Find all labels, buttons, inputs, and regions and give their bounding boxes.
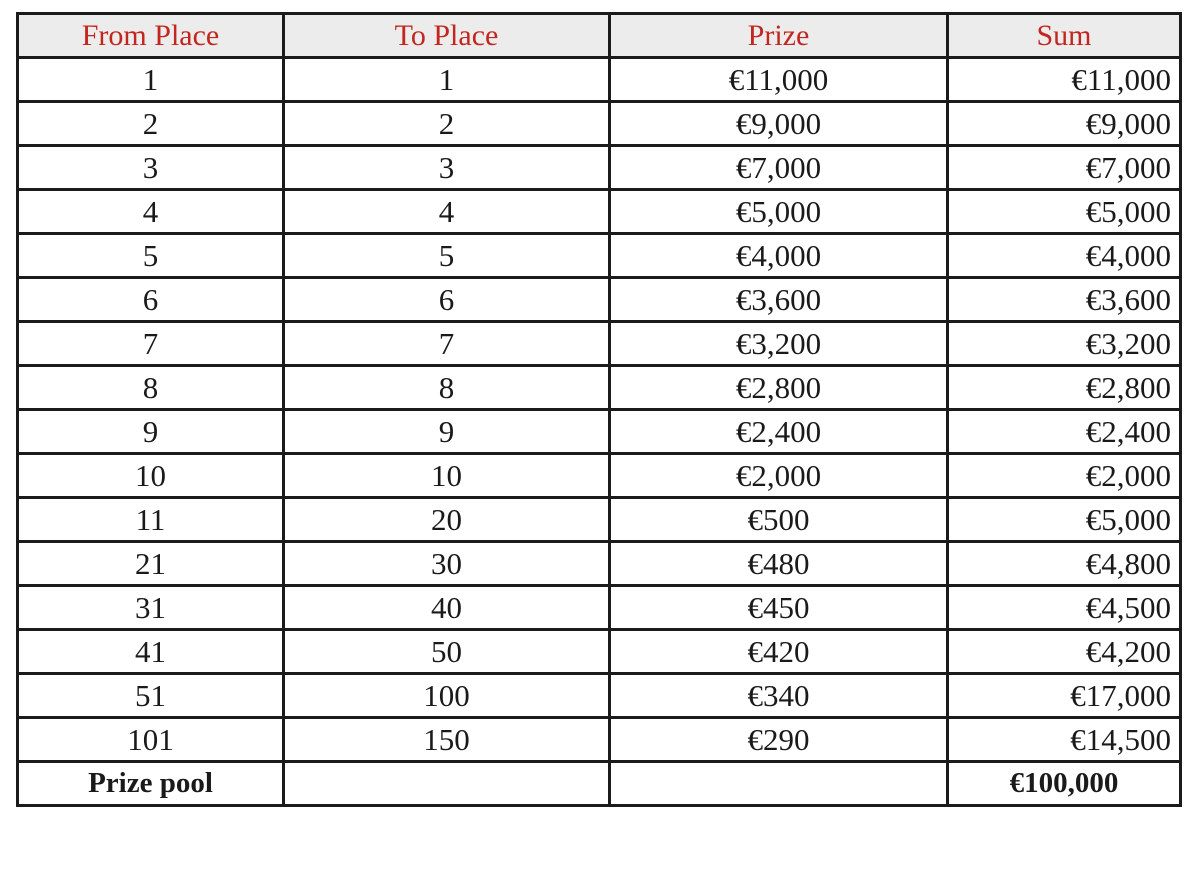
table-row [18,190,1181,234]
table-row [18,454,1181,498]
cell-sum: €5,000 [948,190,1181,234]
cell-prize: €3,600 [610,278,948,322]
cell-prize: €9,000 [610,102,948,146]
cell-prize: €4,000 [610,234,948,278]
table-row [18,674,1181,718]
prize-table [16,12,1182,807]
footer-label: Prize pool [18,762,284,806]
table-row [18,630,1181,674]
cell-sum: €4,800 [948,542,1181,586]
cell-prize: €2,800 [610,366,948,410]
cell-sum: €4,000 [948,234,1181,278]
table-row [18,58,1181,102]
table-row [18,234,1181,278]
cell-prize: €480 [610,542,948,586]
table-row [18,366,1181,410]
cell-to: 3 [284,146,610,190]
cell-to: 20 [284,498,610,542]
cell-prize: €450 [610,586,948,630]
cell-from: 8 [18,366,284,410]
footer-empty-to [284,762,610,806]
cell-prize: €11,000 [610,58,948,102]
cell-to: 2 [284,102,610,146]
cell-from: 3 [18,146,284,190]
cell-sum: €7,000 [948,146,1181,190]
cell-sum: €5,000 [948,498,1181,542]
cell-from: 4 [18,190,284,234]
cell-to: 50 [284,630,610,674]
cell-from: 6 [18,278,284,322]
cell-to: 9 [284,410,610,454]
cell-sum: €17,000 [948,674,1181,718]
cell-prize: €2,400 [610,410,948,454]
cell-sum: €4,200 [948,630,1181,674]
cell-prize: €500 [610,498,948,542]
cell-to: 30 [284,542,610,586]
cell-from: 31 [18,586,284,630]
cell-from: 10 [18,454,284,498]
table-row [18,542,1181,586]
cell-sum: €4,500 [948,586,1181,630]
cell-to: 10 [284,454,610,498]
cell-to: 8 [284,366,610,410]
column-header-prize: Prize [610,14,948,58]
footer-empty-prize [610,762,948,806]
cell-to: 100 [284,674,610,718]
cell-prize: €7,000 [610,146,948,190]
footer-row [18,762,1181,806]
cell-sum: €9,000 [948,102,1181,146]
table-body [18,58,1181,806]
cell-from: 11 [18,498,284,542]
cell-to: 5 [284,234,610,278]
cell-from: 21 [18,542,284,586]
cell-to: 4 [284,190,610,234]
table-row [18,410,1181,454]
cell-to: 40 [284,586,610,630]
table-row [18,102,1181,146]
table-row [18,146,1181,190]
cell-to: 150 [284,718,610,762]
cell-prize: €3,200 [610,322,948,366]
cell-sum: €14,500 [948,718,1181,762]
table-header [18,14,1181,58]
cell-from: 51 [18,674,284,718]
column-header-from-place: From Place [18,14,284,58]
column-header-sum: Sum [948,14,1181,58]
table-row [18,586,1181,630]
cell-prize: €420 [610,630,948,674]
cell-sum: €11,000 [948,58,1181,102]
cell-sum: €2,000 [948,454,1181,498]
cell-prize: €340 [610,674,948,718]
cell-from: 7 [18,322,284,366]
table-row [18,718,1181,762]
cell-prize: €290 [610,718,948,762]
cell-to: 6 [284,278,610,322]
cell-sum: €3,200 [948,322,1181,366]
cell-prize: €2,000 [610,454,948,498]
table-row [18,278,1181,322]
cell-sum: €3,600 [948,278,1181,322]
cell-from: 41 [18,630,284,674]
cell-from: 5 [18,234,284,278]
cell-from: 101 [18,718,284,762]
cell-sum: €2,800 [948,366,1181,410]
cell-to: 7 [284,322,610,366]
cell-to: 1 [284,58,610,102]
header-row [18,14,1181,58]
cell-from: 2 [18,102,284,146]
cell-sum: €2,400 [948,410,1181,454]
cell-from: 1 [18,58,284,102]
cell-from: 9 [18,410,284,454]
table-row [18,322,1181,366]
table-row [18,498,1181,542]
column-header-to-place: To Place [284,14,610,58]
footer-total: €100,000 [948,762,1181,806]
cell-prize: €5,000 [610,190,948,234]
